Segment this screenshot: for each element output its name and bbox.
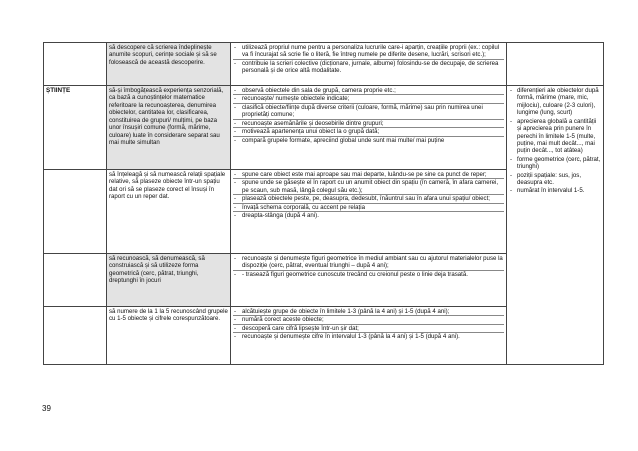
list-item: - recunoaște și denumește figuri geometrice în mediul ambiant sau cu ajutorul materialelor puse la dispoziție (cerc, pătrat, eventual triunghi – după 4 ani);	[233, 255, 504, 271]
objective-cell: să numere de la 1 la 5 recunoscând grupele cu 1-5 obiecte și cifrele corespunzătoare.	[107, 307, 231, 365]
list-item: - spune unde se găsește el în raport cu un anumit obiect din spațiu (în cameră, în afara camerei, pe scaun, sub masă, lângă colegul său etc.);	[233, 179, 504, 195]
area-cell	[44, 307, 107, 365]
list-item: - plasează obiectele peste, pe, deasupra, dedesubt, înăuntrul sau în afara unui spațiu/ obiect;	[233, 195, 504, 203]
evaluation-item: - poziții spațiale: sus, jos, deasupra etc.	[509, 172, 601, 187]
evaluation-item: - numărat în intervalul 1-5.	[509, 187, 601, 194]
activities-cell	[231, 43, 507, 86]
list-item: - numără corect aceste obiecte;	[233, 316, 504, 324]
objective-cell: să recunoască, să denumească, să construiască și să utilizeze forma geometrică (cerc, pătrat, triunghi, dreptunghi în jocuri	[107, 254, 231, 307]
list-item: - recunoaște/ numește obiectele indicate;	[233, 95, 504, 103]
list-item: - recunoaște și denumește cifre în intervalul 1-3 (până la 4 ani) și 1-5 (după 4 ani).	[233, 333, 504, 340]
list-item: - - trasează figuri geometrice cunoscute trecând cu creionul peste o linie deja trasată.	[233, 271, 504, 278]
objective-cell: să descopere că scrierea îndeplinește anumite scopuri, cerințe sociale și să se folosească de această descoperire.	[107, 43, 231, 86]
area-cell	[44, 170, 107, 254]
table-row	[44, 86, 604, 170]
list-item: - învață schema corporală, cu accent pe relația	[233, 204, 504, 212]
area-cell	[44, 254, 107, 307]
objective-cell: să înțeleagă și să numească relații spațiale relative, să plaseze obiecte într-un spațiu dat ori să se plaseze corect el însuși în raport cu un reper dat.	[107, 170, 231, 254]
table-row	[44, 43, 604, 86]
activities-cell	[231, 254, 507, 307]
list-item: - dreapta-stânga (după 4 ani).	[233, 212, 504, 219]
list-item: - clasifică obiecte/ființe după diverse criterii (culoare, formă, mărime) sau prin numirea unei proprietăți comune;	[233, 104, 504, 120]
evaluation-cell	[507, 86, 604, 365]
list-item: - motivează apartenența unui obiect la o grupă dată;	[233, 128, 504, 136]
evaluation-cell-empty	[507, 43, 604, 86]
list-item: - observă obiectele din sala de grupă, camera proprie etc.;	[233, 87, 504, 95]
activities-cell	[231, 307, 507, 365]
area-cell	[44, 43, 107, 86]
evaluation-item: - diferențieri ale obiectelor după formă, mărime (mare, mic, mijlociu), culoare (2-3 culori), lungime (lung, scurt)	[509, 87, 601, 117]
activities-cell	[231, 86, 507, 170]
activities-cell	[231, 170, 507, 254]
area-cell: ȘTIINȚE	[44, 86, 107, 170]
list-item: - alcătuiește grupe de obiecte în limitele 1-3 (până la 4 ani) și 1-5 (după 4 ani);	[233, 308, 504, 316]
page-number: 39	[42, 404, 51, 413]
objective-cell: să-și îmbogățească experiența senzorială, ca bază a cunoștințelor matematice referitoare la recunoașterea, denumirea obiectelor, cantitatea lor, clasificarea, constituirea de grupuri/ mulțimi, pe baza unor însușiri comune (formă, mărime, culoare) luate în considerare separat sau mai multe simultan	[107, 86, 231, 170]
list-item: - recunoaște asemănările și deosebirile dintre grupuri;	[233, 120, 504, 128]
evaluation-item: - aprecierea globală a cantității și aprecierea prin punere în perechi în limitele 1-5 (multe, puține, mai mult decât..., mai puțin decât..., tot atâtea)	[509, 118, 601, 155]
curriculum-table	[43, 42, 604, 365]
list-item: - contribuie la scrieri colective (dicționare, jurnale, albume) folosindu-se de decupaje, de scrierea personală și de orice altă modalitate.	[233, 60, 504, 75]
list-item: - compară grupele formate, apreciind global unde sunt mai multe/ mai puține	[233, 137, 504, 144]
list-item: - spune care obiect este mai aproape sau mai departe, luându-se pe sine ca punct de reper;	[233, 171, 504, 179]
evaluation-item: - forme geometrice (cerc, pătrat, triunghi)	[509, 156, 601, 171]
list-item: - utilizează propriul nume pentru a personaliza lucrurile care-i aparțin, creațiile proprii (ex.: copilul va fi încurajat să scrie fie o literă, fie întreg numele pe diferite desene, lucrări, scrisori etc.);	[233, 44, 504, 60]
list-item: - descoperă care cifră lipsește într-un șir dat;	[233, 325, 504, 333]
